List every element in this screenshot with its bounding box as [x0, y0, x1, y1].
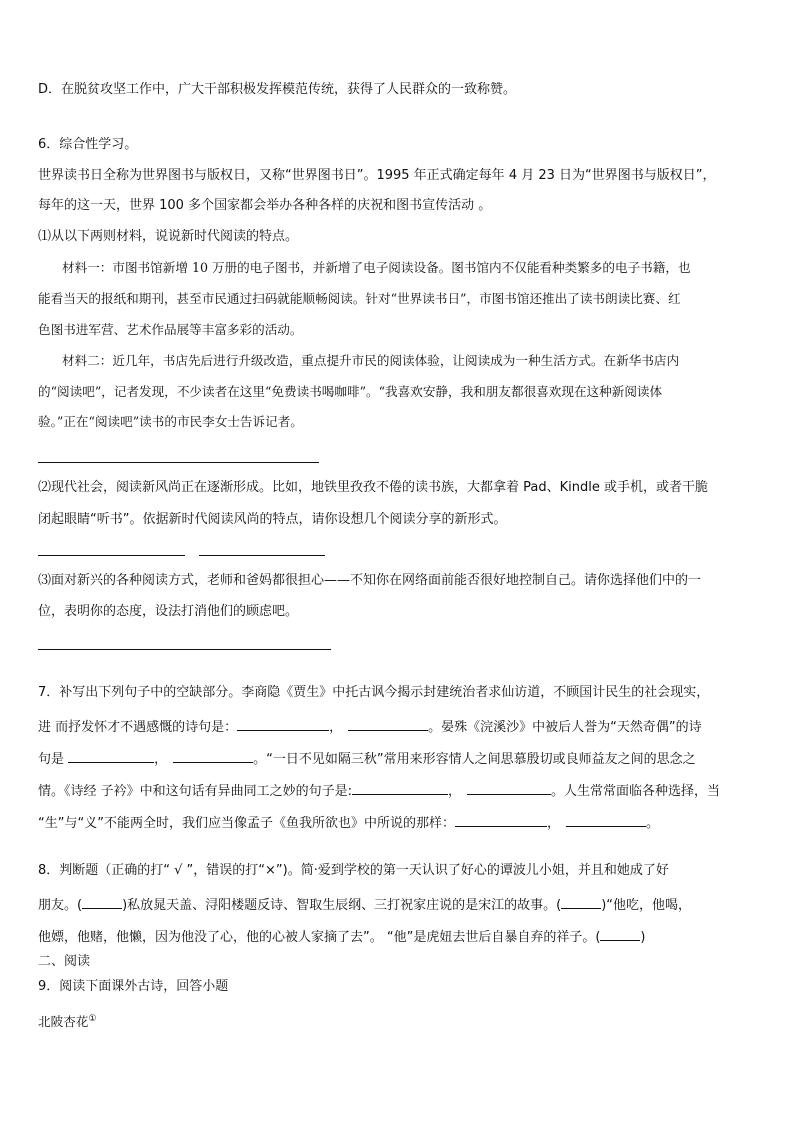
material-1-line-3: 色图书进军营、艺术作品展等丰富多彩的活动。 [38, 322, 303, 337]
q7-text: ， [154, 752, 168, 767]
question-7-line-5 [38, 812, 659, 833]
q8-text: ) [640, 930, 646, 945]
q8-text: 朋友。( [38, 898, 83, 913]
q7-text: 。人生常常面临各种选择，当 [551, 784, 721, 799]
question-6-sub-3-line-1: ⑶面对新兴的各种阅读方式，老师和爸妈都很担心——不知你在网络面前能否很好地控制自己。请你选择他们中的一 [38, 573, 702, 588]
fill-blank[interactable] [467, 780, 551, 795]
fill-blank[interactable] [173, 748, 253, 763]
judge-blank-1[interactable] [82, 894, 122, 909]
fill-blank[interactable] [455, 812, 547, 827]
fill-blank[interactable] [237, 716, 329, 731]
fill-blank[interactable] [348, 716, 428, 731]
q7-text: ， [329, 720, 343, 735]
question-7-line-4 [38, 780, 720, 801]
q7-text: 进 而抒发怀才不遇感慨的诗句是： [38, 720, 238, 735]
poem-title-text: 北陂杏花 [38, 1014, 89, 1030]
q8-text: 他嫖，他赌，他懒，因为他没了心，他的心被人家摘了去”。 “他”是虎妞去世后自暴自弃的祥子。( [38, 930, 601, 945]
question-6-title: 6．综合性学习。 [38, 137, 138, 152]
answer-line-2a[interactable] [38, 555, 185, 556]
option-d: D．在脱贫攻坚工作中，广大干部积极发挥模范传统，获得了人民群众的一致称赞。 [38, 82, 517, 97]
material-2-line-2: 的“阅读吧”，记者发现，不少读者在这里“免费读书喝咖啡”。“我喜欢安静，我和朋友都很喜欢现在这种新阅读体 [38, 384, 663, 399]
question-7-line-1: 7．补写出下列句子中的空缺部分。李商隐《贾生》中托古讽今揭示封建统治者求仙访道，不顾国计民生的社会现实， [38, 685, 710, 700]
question-6-intro-line-1: 世界读书日全称为世界图书与版权日，又称“世界图书日”。1995 年正式确定每年 4 月 23 日为“世界图书与版权日”， [38, 168, 716, 183]
q7-text: 句是 [38, 752, 69, 767]
section-2-title: 二、阅读 [38, 954, 91, 969]
question-8-line-3 [38, 926, 646, 947]
question-8-line-1: 8．判断题（正确的打“ √ ”，错误的打“×”)。简·爱到学校的第一天认识了好心的谭波儿小姐，并且和她成了好 [38, 863, 669, 878]
fill-blank[interactable] [566, 812, 646, 827]
material-2-line-1: 材料二：近几年，书店先后进行升级改造，重点提升市民的阅读体验，让阅读成为一种生活方式。在新华书店内 [62, 353, 680, 368]
q8-text: )“他吃，他喝， [601, 898, 692, 913]
question-7-line-2 [38, 716, 702, 737]
q7-text: 情。《诗经 子衿》中和这句话有异曲同工之妙的句子是: [38, 784, 353, 799]
judge-blank-3[interactable] [600, 926, 640, 941]
poem-title [38, 1010, 96, 1031]
answer-line-2b[interactable] [199, 555, 325, 556]
q7-text: 。晏殊《浣溪沙》中被后人誉为“天然奇偶”的诗 [428, 720, 702, 735]
footnote-mark: ① [88, 1014, 97, 1024]
q8-text: )私放晁天盖、浔阳楼题反诗、智取生辰纲、三打祝家庄说的是宋江的故事。( [122, 898, 562, 913]
question-6-intro-line-2: 每年的这一天，世界 100 多个国家都会举办各种各样的庆祝和图书宣传活动 。 [38, 198, 492, 213]
question-6-sub-3-line-2: 位，表明你的态度，设法打消他们的顾虑吧。 [38, 604, 299, 619]
judge-blank-2[interactable] [561, 894, 601, 909]
question-6-sub-2-line-2: 闭起眼睛“听书”。依据新时代阅读风尚的特点，请你设想几个阅读分享的新形式。 [38, 512, 507, 527]
question-6-sub-2-line-1: ⑵现代社会，阅读新风尚正在逐渐形成。比如，地铁里孜孜不倦的读书族，大都拿着 Pad、Kindle 或手机，或者干脆 [38, 480, 708, 495]
question-7-line-3 [38, 748, 696, 769]
question-8-line-2 [38, 894, 691, 915]
answer-line-1[interactable] [38, 462, 319, 463]
fill-blank[interactable] [68, 748, 154, 763]
q7-text: ， [546, 816, 560, 831]
question-6-sub-1: ⑴从以下两则材料，说说新时代阅读的特点。 [38, 229, 299, 244]
q7-text: 。 [645, 816, 659, 831]
q7-text: 。“一日不见如隔三秋”常用来形容情人之间思慕殷切或良师益友之间的思念之 [253, 752, 696, 767]
material-1-line-2: 能看当天的报纸和期刊，甚至市民通过扫码就能顺畅阅读。针对“世界读书日”，市图书馆还推出了读书朗读比赛、红 [38, 291, 681, 306]
q7-text: ， [448, 784, 462, 799]
q7-text: “生”与“义”不能两全时，我们应当像孟子《鱼我所欲也》中所说的那样： [38, 816, 455, 831]
question-9-title: 9．阅读下面课外古诗，回答小题 [38, 979, 229, 994]
answer-line-3[interactable] [38, 649, 331, 650]
material-2-line-3: 验。”正在“阅读吧”读书的市民李女士告诉记者。 [38, 414, 303, 429]
material-1-line-1: 材料一：市图书馆新增 10 万册的电子图书，并新增了电子阅读设备。图书馆内不仅能看种类繁多的电子书籍，也 [62, 260, 691, 275]
fill-blank[interactable] [352, 780, 448, 795]
